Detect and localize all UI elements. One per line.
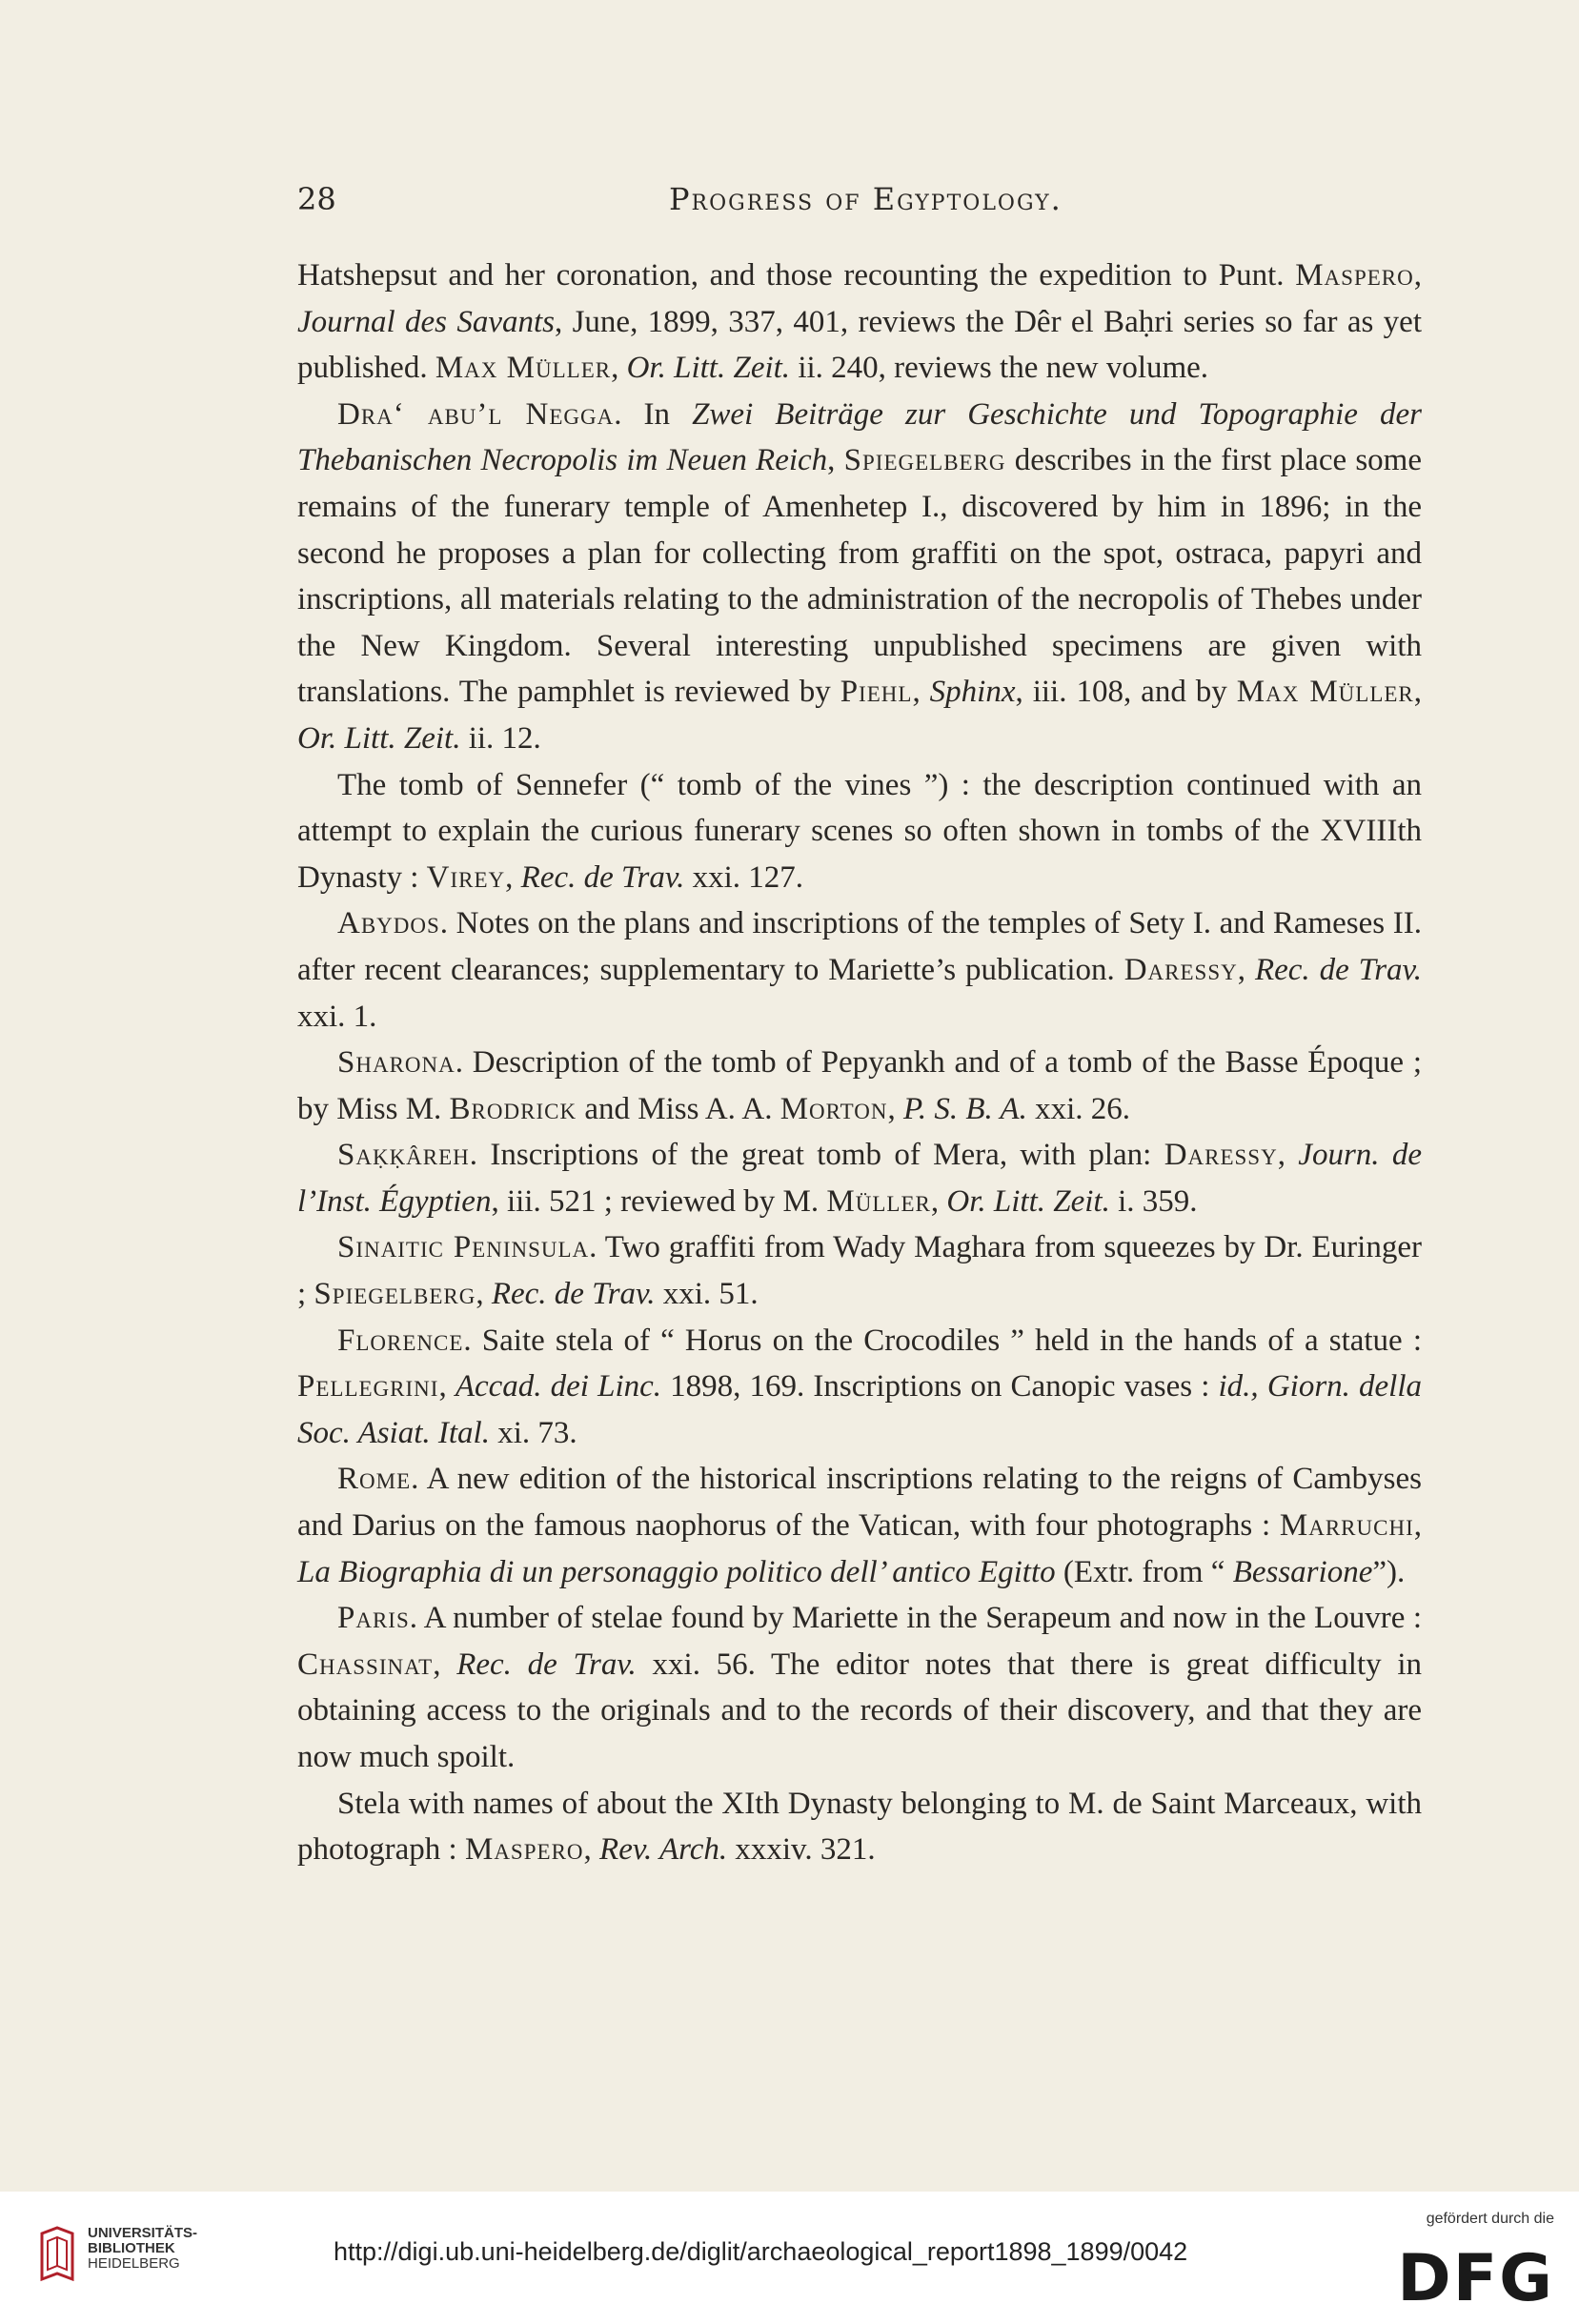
text-run: , June, 1899, 337, 401, reviews the Dêr el Baḥri series so far as yet published. — [297, 304, 1422, 386]
small-caps-name: Brodrick — [449, 1091, 577, 1126]
italic-citation: Rec. de Trav. — [520, 859, 685, 895]
paragraph — [297, 1595, 1422, 1780]
ub-heidelberg-logo-icon — [38, 2226, 76, 2283]
library-name — [88, 2226, 197, 2272]
text-run: , — [930, 1183, 947, 1219]
italic-citation: Rec. de Trav. — [1254, 952, 1423, 987]
text-run: ii. 240, reviews the new volume. — [790, 351, 1209, 386]
library-name-line2: BIBLIOTHEK — [88, 2240, 175, 2256]
small-caps-name: Maspero — [464, 1832, 584, 1868]
text-run: , — [433, 1647, 457, 1682]
text-run: xxxiv. 321. — [727, 1832, 876, 1868]
text-run: , — [438, 1369, 455, 1405]
text-run: . Notes on the plans and inscriptions of the temples of Sety I. and Rameses II. after recent clearances; supplementary to Mariette’s publication. — [297, 906, 1422, 987]
italic-citation: Or. Litt. Zeit. — [946, 1183, 1110, 1219]
small-caps-name: Spiegelberg — [843, 443, 1006, 478]
text-run: Hatshepsut and her coronation, and those recounting the expedition to Punt. — [297, 258, 1296, 293]
page-number: 28 — [297, 181, 336, 217]
small-caps-name: Paris — [337, 1601, 410, 1636]
small-caps-name: Morton — [779, 1091, 888, 1126]
small-caps-name: Max Müller — [1236, 675, 1414, 710]
small-caps-name: Max Müller — [435, 351, 612, 386]
small-caps-name: Daressy — [1124, 952, 1238, 987]
small-caps-name: Daressy — [1164, 1138, 1278, 1173]
text-run: . Inscriptions of the great tomb of Mera, with plan: — [469, 1138, 1164, 1173]
text-run: , — [1413, 675, 1423, 710]
dfg-logo: DFG — [1397, 2241, 1554, 2316]
small-caps-name: Saḳḳâreh — [337, 1138, 470, 1173]
text-run: (Extr. from “ — [1055, 1554, 1233, 1589]
text-run: and Miss A. A. — [577, 1091, 780, 1126]
text-run: , — [1277, 1138, 1299, 1173]
text-run: , — [1413, 1508, 1422, 1544]
text-run: . Saite stela of “ Horus on the Crocodiles ” held in the hands of a statue : — [463, 1323, 1422, 1358]
permalink-url[interactable]: http://digi.ub.uni-heidelberg.de/diglit/archaeological_report1898_1899/0042 — [334, 2237, 1188, 2266]
italic-citation: id., Giorn. della Soc. Asiat. Ital. — [297, 1369, 1423, 1450]
paragraph — [297, 1040, 1422, 1132]
funder-caption: gefördert durch die — [1426, 2211, 1554, 2227]
italic-citation: Rev. Arch. — [599, 1832, 728, 1868]
text-run: xxi. 127. — [684, 859, 804, 895]
small-caps-name: Dra‘ abu’l Negga — [337, 396, 615, 432]
italic-citation: Journ. de l’Inst. Égyptien — [297, 1138, 1423, 1219]
italic-citation: P. S. B. A. — [902, 1091, 1027, 1126]
text-run: xi. 73. — [489, 1415, 577, 1450]
small-caps-name: Maspero — [1295, 258, 1414, 293]
text-run: 1898, 169. Inscriptions on Canopic vases : — [661, 1369, 1219, 1405]
small-caps-name: Müller — [826, 1183, 931, 1219]
text-run: , — [583, 1832, 600, 1868]
text-run: . In — [614, 396, 693, 432]
paragraph — [297, 392, 1422, 762]
text-run: , — [1413, 258, 1422, 293]
text-run: , iii. 108, and by — [1015, 675, 1237, 710]
text-run: , — [476, 1277, 492, 1312]
italic-citation: La Biographia di un personaggio politico dell’ antico Egitto — [297, 1554, 1056, 1589]
italic-citation: Accad. dei Linc. — [455, 1369, 662, 1405]
text-run: ii. 12. — [460, 720, 541, 756]
small-caps-name: Chassinat — [297, 1647, 434, 1682]
italic-citation: Or. Litt. Zeit. — [297, 720, 461, 756]
small-caps-name: Pellegrini — [297, 1369, 439, 1405]
text-run: , — [887, 1091, 903, 1126]
small-caps-name: Sinaitic Peninsula — [337, 1230, 590, 1265]
text-run: xxi. 26. — [1026, 1091, 1131, 1126]
paragraph — [297, 1781, 1422, 1873]
small-caps-name: Spiegelberg — [314, 1277, 476, 1312]
italic-citation: Rec. de Trav. — [456, 1647, 637, 1682]
running-title: Progress of Egyptology. — [669, 181, 1063, 217]
text-run: The tomb of Sennefer (“ tomb of the vines ”) : the description continued with an attempt to explain the curious funerary scenes so often shown in tombs of the XVIIIth Dynasty : — [297, 767, 1422, 895]
paragraph — [297, 900, 1422, 1040]
small-caps-name: Florence — [337, 1323, 464, 1358]
italic-citation: Bessarione — [1232, 1554, 1373, 1589]
text-run: , — [611, 351, 627, 386]
text-run: ”). — [1372, 1554, 1406, 1589]
small-caps-name: Sharona — [337, 1045, 455, 1081]
small-caps-name: Marruchi — [1279, 1508, 1414, 1544]
small-caps-name: Piehl — [840, 675, 913, 710]
paragraph — [297, 1224, 1422, 1317]
text-run: , — [912, 675, 930, 710]
paragraph — [297, 1456, 1422, 1595]
body-text — [297, 253, 1422, 1873]
italic-citation: Sphinx — [929, 675, 1016, 710]
small-caps-name: Rome — [337, 1462, 412, 1497]
text-run: , — [505, 859, 521, 895]
text-run: Stela with names of about the XIth Dynasty belonging to M. de Saint Marceaux, with photograph : — [297, 1786, 1422, 1868]
text-run: xxi. 51. — [655, 1277, 759, 1312]
text-run: describes in the first place some remains of the funerary temple of Amenhetep I., discovered by him in 1896; in the second he proposes a plan for collecting from graffiti on the spot, ostraca, papyri and inscriptions, all materials relating to the administration of the necropolis of Thebes under the New Kingdom. Several interesting unpublished specimens are given with translations. The pamphlet is reviewed by — [297, 443, 1422, 710]
italic-citation: Or. Litt. Zeit. — [626, 351, 791, 386]
small-caps-name: Abydos — [337, 906, 440, 941]
paragraph — [297, 762, 1422, 901]
paragraph — [297, 1132, 1422, 1224]
text-run: . Description of the tomb of Pepyankh and of a tomb of the Basse Époque ; by Miss M. — [297, 1045, 1422, 1126]
paragraph — [297, 1318, 1422, 1457]
text-run: . A number of stelae found by Mariette in the Serapeum and now in the Louvre : — [409, 1601, 1422, 1636]
library-name-line1: UNIVERSITÄTS- — [88, 2225, 198, 2241]
text-run: , — [827, 443, 844, 478]
library-name-line3: HEIDELBERG — [88, 2255, 180, 2272]
text-run: i. 359. — [1109, 1183, 1198, 1219]
text-run: . A new edition of the historical inscriptions relating to the reigns of Cambyses and Darius on the famous naophorus of the Vatican, with four photographs : — [297, 1462, 1422, 1544]
paragraph — [297, 253, 1422, 392]
page-header — [297, 181, 1422, 225]
small-caps-name: Virey — [426, 859, 506, 895]
italic-citation: Journal des Savants — [297, 304, 555, 339]
text-run: . Two graffiti from Wady Maghara from squeezes by Dr. Euringer ; — [297, 1230, 1422, 1312]
text-run: xxi. 56. The editor notes that there is great difficulty in obtaining access to the originals and to the records of their discovery, and that they are now much spoilt. — [297, 1647, 1423, 1774]
italic-citation: Zwei Beiträge zur Geschichte und Topographie der Thebanischen Necropolis im Neuen Reich — [297, 396, 1422, 478]
text-run: , — [1237, 952, 1255, 987]
text-run: , iii. 521 ; reviewed by M. — [491, 1183, 827, 1219]
text-run: xxi. 1. — [297, 999, 377, 1034]
italic-citation: Rec. de Trav. — [491, 1277, 656, 1312]
digitization-footer — [0, 2192, 1579, 2324]
